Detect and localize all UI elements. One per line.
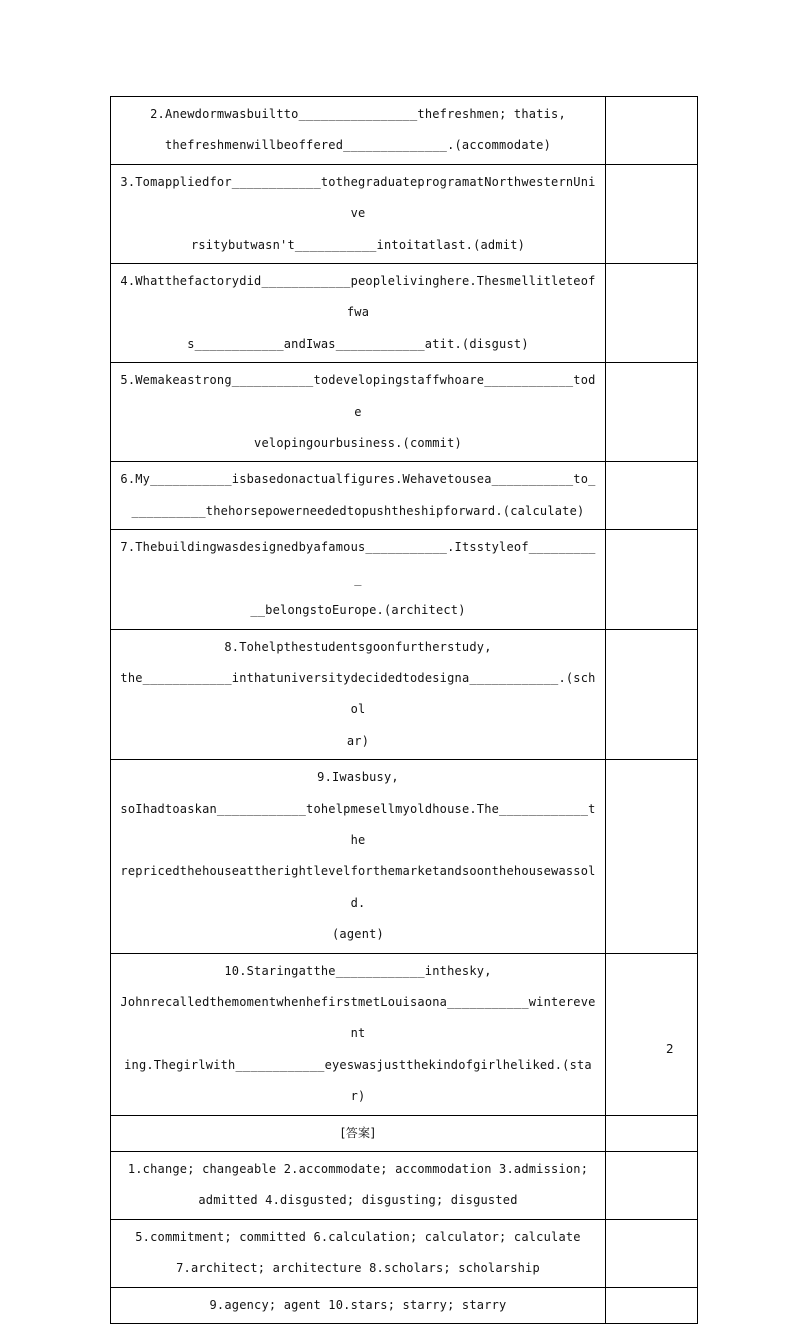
text-line: soIhadtoaskan____________tohelpmesellmyoldhouse.The____________the <box>120 801 596 847</box>
text-line: thefreshmenwillbeoffered______________.(accommodate) <box>164 138 552 153</box>
text-line: 8.Tohelpthestudentsgoonfurtherstudy, <box>224 639 492 654</box>
text-line: repricedthehouseattherightlevelforthemarketandsoonthehousewassold. <box>120 864 596 910</box>
text-line: JohnrecalledthemomentwhenhefirstmetLouisaona___________winterevent <box>120 994 596 1041</box>
question-row-blank-cell <box>606 97 698 165</box>
question-row <box>111 760 698 953</box>
question-row-blank-cell <box>606 760 698 953</box>
question-row <box>111 530 698 629</box>
exercise-sheet <box>110 96 685 1324</box>
text-line: __________thehorsepowerneededtopushtheshipforward.(calculate) <box>131 503 585 518</box>
question-row-blank-cell <box>606 164 698 263</box>
answer-row <box>111 1152 698 1220</box>
question-row-blank-cell <box>606 264 698 363</box>
answer-heading-blank-cell <box>606 1115 698 1151</box>
text-line: s____________andIwas____________atit.(disgust) <box>187 336 529 351</box>
question-row-blank-cell <box>606 363 698 462</box>
answer-row <box>111 1287 698 1323</box>
question-row-blank-cell <box>606 629 698 760</box>
text-line: rsitybutwasn't___________intoitatlast.(admit) <box>190 237 526 252</box>
question-row-text-cell <box>111 462 606 530</box>
answer-heading: [答案] <box>111 1115 606 1151</box>
answer-row-text-cell <box>111 1287 606 1323</box>
question-row-text-cell <box>111 760 606 953</box>
text-line: 4.Whatthefactorydid____________peoplelivinghere.Thesmellitleteoffwa <box>120 274 596 320</box>
text-line: 5.Wemakeastrong___________todevelopingstaffwhoare____________tode <box>120 373 596 419</box>
text-line: 2.Anewdormwasbuiltto________________thefreshmen; thatis, <box>150 107 566 121</box>
text-line: velopingourbusiness.(commit) <box>254 436 462 451</box>
question-row <box>111 164 698 263</box>
text-line: (agent) <box>332 927 384 942</box>
question-row <box>111 97 698 165</box>
answer-row-blank-cell <box>606 1152 698 1220</box>
answer-row-text-cell <box>111 1219 606 1287</box>
page-number: 2 <box>666 1042 674 1056</box>
answer-row-blank-cell <box>606 1219 698 1287</box>
question-row-text-cell <box>111 953 606 1115</box>
text-line: 5.commitment; committed 6.calculation; calculator; calculate <box>135 1229 581 1244</box>
text-line: 9.agency; agent 10.stars; starry; starry <box>209 1297 507 1312</box>
question-row <box>111 264 698 363</box>
text-line: 1.change; changeable 2.accommodate; accommodation 3.admission; <box>127 1162 589 1176</box>
answer-row-blank-cell <box>606 1287 698 1323</box>
text-line: admitted 4.disgusted; disgusting; disgusted <box>198 1193 518 1208</box>
question-row-text-cell <box>111 97 606 165</box>
text-line: 7.Thebuildingwasdesignedbyafamous___________.Itsstyleof__________ <box>120 540 596 586</box>
question-row-text-cell <box>111 264 606 363</box>
text-line: 9.Iwasbusy, <box>317 770 399 785</box>
exercise-table <box>110 96 698 1324</box>
text-line: the____________inthatuniversitydecidedtodesigna____________.(schol <box>120 670 596 717</box>
question-row <box>111 629 698 760</box>
question-row <box>111 462 698 530</box>
text-line: 7.architect; architecture 8.scholars; scholarship <box>176 1261 540 1276</box>
question-row-blank-cell <box>606 530 698 629</box>
question-row <box>111 363 698 462</box>
text-line: 6.My___________isbasedonactualfigures.Wehavetousea___________to_ <box>120 472 596 487</box>
question-row-text-cell <box>111 363 606 462</box>
text-line: ar) <box>346 733 370 748</box>
answer-row <box>111 1219 698 1287</box>
question-row <box>111 953 698 1115</box>
question-row-blank-cell <box>606 953 698 1115</box>
text-line: 3.Tomappliedfor____________tothegraduateprogramatNorthwesternUnive <box>120 174 596 221</box>
question-row-text-cell <box>111 629 606 760</box>
question-row-blank-cell <box>606 462 698 530</box>
text-line: ing.Thegirlwith____________eyeswasjustthekindofgirlheliked.(star) <box>124 1057 592 1104</box>
text-line: __belongstoEurope.(architect) <box>250 603 466 618</box>
question-row-text-cell <box>111 530 606 629</box>
answer-heading-row <box>111 1115 698 1151</box>
question-row-text-cell <box>111 164 606 263</box>
text-line: 10.Staringatthe____________inthesky, <box>224 963 492 978</box>
answer-row-text-cell <box>111 1152 606 1220</box>
